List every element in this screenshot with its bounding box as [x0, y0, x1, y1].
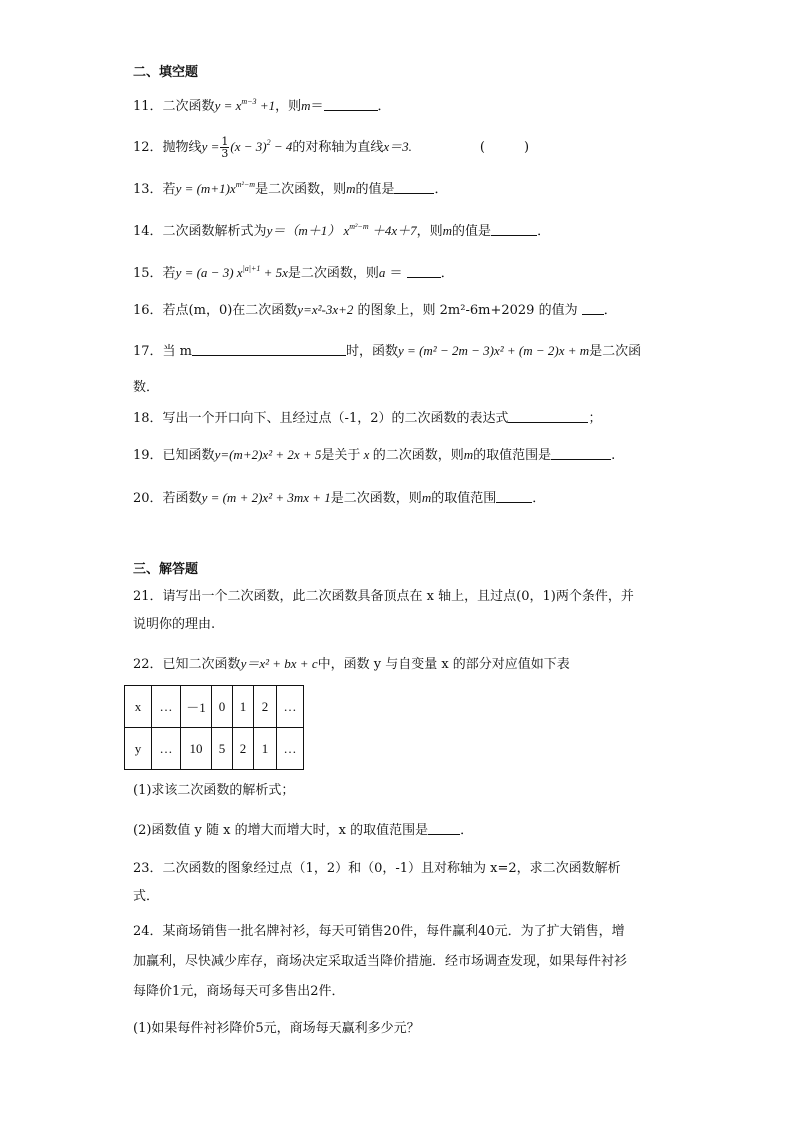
formula: y = (a − 3) $x^{|a|+1} + 5x$: [175, 264, 288, 280]
answer-blank[interactable]: [394, 181, 434, 194]
answer-blank[interactable]: [551, 447, 611, 460]
formula: y=(m+2)x² + 2x + 5: [214, 447, 322, 462]
question-18: 18．写出一个开口向下、且经过点（-1，2）的二次函数的表达式 ；: [133, 411, 602, 426]
question-24-part-1: (1)如果每件衬衫降价5元，商场每天赢利多少元？: [133, 1021, 420, 1036]
value-table: [124, 685, 304, 770]
question-22: 22．已知二次函数y＝x² + bx + c中，函数 y 与自变量 x 的部分对应值如下表: [133, 656, 570, 672]
section-title-fill: 二、填空题: [133, 65, 199, 80]
question-24-cont: 加赢利，尽快减少库存，商场决定采取适当降价措施．经市场调查发现，如果每件衬衫: [133, 954, 628, 969]
question-12: 12．抛物线y = $\frac{1}{3}$ $(x - 3)^2 - 4$的对称轴为直线x＝3. ( ): [133, 135, 530, 160]
formula: y＝（m＋1） $x^{m^2-m} +4x+7$: [266, 222, 417, 238]
question-24: 24．某商场销售一批名牌衬衫，每天可销售20件，每件赢利40元．为了扩大销售，增: [133, 924, 625, 939]
answer-blank[interactable]: [508, 410, 588, 423]
table-row: x … －1 0 1 2 …: [125, 686, 304, 728]
answer-blank[interactable]: [582, 302, 604, 315]
formula: y = (m + 2)x² + 3mx + 1: [201, 490, 331, 505]
answer-blank[interactable]: [324, 98, 378, 111]
question-23: 23．二次函数的图象经过点（1，2）和（0，-1）且对称轴为 x=2，求二次函数解析: [133, 861, 621, 876]
question-19: 19．已知函数y=(m+2)x² + 2x + 5是关于 x 的二次函数，则m的取值范围是 .: [133, 447, 616, 463]
question-23-cont: 式．: [133, 889, 160, 904]
question-17-cont: 数．: [133, 380, 160, 395]
question-16: 16．若点(m，0)在二次函数y=x²-3x+2 的图象上，则 2m²-6m+2029 的值为 ．: [133, 302, 617, 318]
judge-parens[interactable]: ( ): [479, 140, 530, 155]
formula: y =: [201, 139, 220, 154]
question-22-part-2: (2)函数值 y 随 x 的增大而增大时，x 的取值范围是 ．: [133, 823, 474, 838]
section-title-answer: 三、解答题: [133, 562, 199, 577]
question-14: 14．二次函数解析式为y＝（m＋1） $x^{m^2-m} +4x+7$，则m的值是 ．: [133, 222, 551, 239]
question-11: 11．二次函数$y = x^{m-3} +1$，则m＝ ．: [133, 97, 391, 114]
answer-blank[interactable]: [192, 343, 346, 356]
question-22-part-1: (1)求该二次函数的解析式；: [133, 783, 295, 798]
question-17: 17．当 m 时，函数y = (m² − 2m − 3)x² + (m − 2)x + m是二次函: [133, 343, 642, 359]
answer-blank[interactable]: [496, 490, 532, 503]
formula: y=x²-3x+2: [297, 302, 354, 317]
formula: $y = x^{m-3} +1$: [214, 97, 276, 113]
answer-blank[interactable]: [407, 265, 441, 278]
table-row: y … 10 5 2 1 …: [125, 728, 304, 770]
question-21: 21．请写出一个二次函数，此二次函数具备顶点在 x 轴上，且过点(0，1)两个条件，并: [133, 589, 634, 604]
question-13: 13．若$y = (m+1)x^{m^2-m}$是二次函数，则m的值是 ．: [133, 180, 448, 197]
question-24-cont-2: 每降价1元，商场每天可多售出2件．: [133, 984, 345, 999]
question-21-cont: 说明你的理由.: [133, 617, 216, 632]
question-15: 15．若y = (a − 3) $x^{|a|+1} + 5x$是二次函数，则a ＝ ．: [133, 264, 454, 281]
formula: y = (m² − 2m − 3)x² + (m − 2)x + m: [398, 343, 590, 358]
answer-blank[interactable]: [491, 223, 537, 236]
question-20: 20．若函数y = (m + 2)x² + 3mx + 1是二次函数，则m的取值范围 ．: [133, 490, 546, 506]
formula: y＝x² + bx + c: [240, 656, 318, 671]
formula: $y = (m+1)x^{m^2-m}$: [175, 180, 256, 196]
answer-blank[interactable]: [428, 822, 460, 835]
